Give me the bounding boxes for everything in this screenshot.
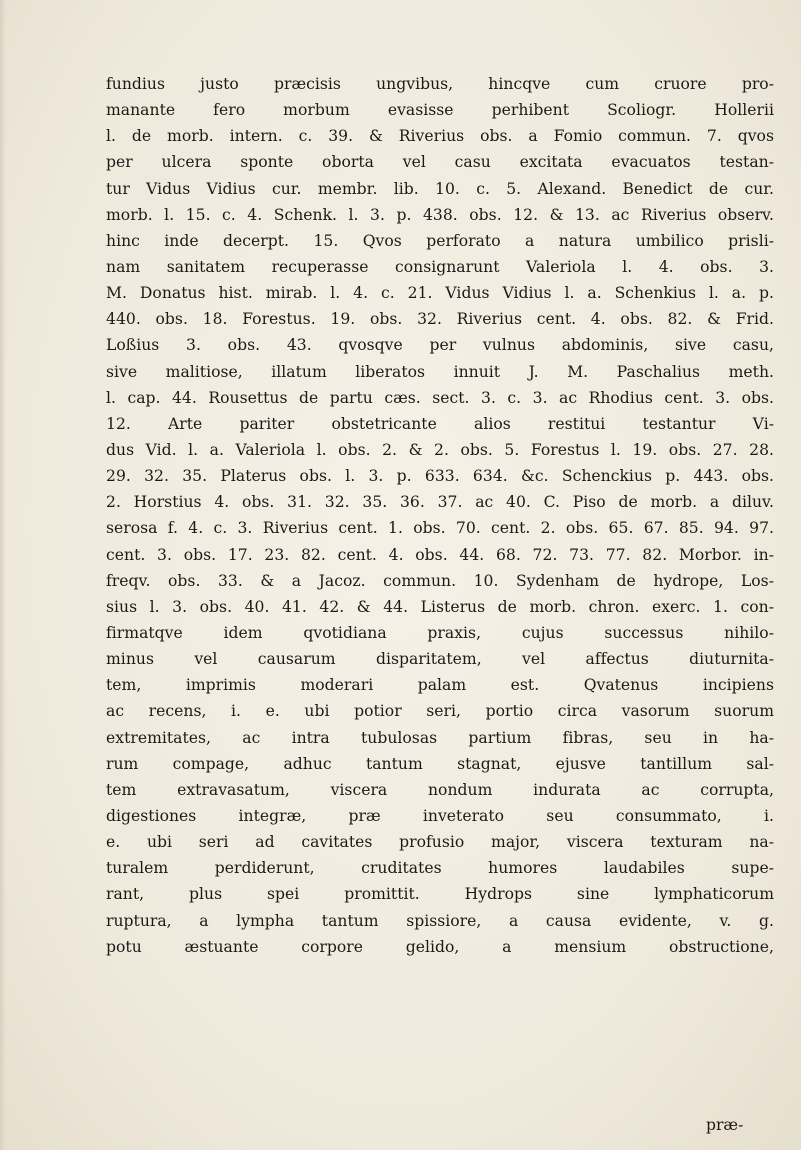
text-line: per ulcera sponte oborta vel casu excitata evacuatos testan- [106,153,774,172]
text-line: cent. 3. obs. 17. 23. 82. cent. 4. obs. 44. 68. 72. 73. 77. 82. Morbor. in- [106,545,774,564]
text-line: rant, plus spei promittit. Hydrops sine lymphaticorum [106,885,774,904]
text-line: serosa f. 4. c. 3. Riverius cent. 1. obs. 70. cent. 2. obs. 65. 67. 85. 94. 97. [106,519,774,538]
text-line: dus Vid. l. a. Valeriola l. obs. 2. & 2. obs. 5. Forestus l. 19. obs. 27. 28. [106,440,774,459]
text-line: minus vel causarum disparitatem, vel affectus diuturnita- [106,650,774,669]
text-line: tur Vidus Vidius cur. membr. lib. 10. c. 5. Alexand. Benedict de cur. [106,179,774,198]
text-line: tem, imprimis moderari palam est. Qvatenus incipiens [106,676,774,695]
text-line: M. Donatus hist. mirab. l. 4. c. 21. Vidus Vidius l. a. Schenkius l. a. p. [106,284,774,303]
text-line: tem extravasatum, viscera nondum indurata ac corrupta, [106,780,774,799]
catchword: præ- [706,1116,744,1134]
text-line: 12. Arte pariter obstetricante alios restitui testantur Vi- [106,414,774,433]
text-line: Loßius 3. obs. 43. qvosqve per vulnus abdominis, sive casu, [106,336,774,355]
text-line: morb. l. 15. c. 4. Schenk. l. 3. p. 438. obs. 12. & 13. ac Riverius observ. [106,205,774,224]
text-line: extremitates, ac intra tubulosas partium fibras, seu in ha- [106,728,774,747]
text-line: digestiones integræ, præ inveterato seu consummato, i. [106,806,774,825]
text-line: firmatqve idem qvotidiana praxis, cujus successus nihilo- [106,623,774,642]
text-line: hinc inde decerpt. 15. Qvos perforato a natura umbilico prisli- [106,231,774,250]
text-line: 29. 32. 35. Platerus obs. l. 3. p. 633. 634. &c. Schenckius p. 443. obs. [106,467,774,486]
text-line: 440. obs. 18. Forestus. 19. obs. 32. Riverius cent. 4. obs. 82. & Frid. [106,310,774,329]
text-line: ruptura, a lympha tantum spissiore, a causa evidente, v. g. [106,911,774,930]
text-line: fundius justo præcisis ungvibus, hincqve cum cruore pro- [106,75,774,93]
text-line: sius l. 3. obs. 40. 41. 42. & 44. Listerus de morb. chron. exerc. 1. con- [106,597,774,616]
text-line: 2. Horstius 4. obs. 31. 32. 35. 36. 37. ac 40. C. Piso de morb. a diluv. [106,493,774,512]
text-line: potu æstuante corpore gelido, a mensium obstructione, [106,937,774,956]
text-line: turalem perdiderunt, cruditates humores laudabiles supe- [106,859,774,878]
text-line: sive malitiose, illatum liberatos innuit J. M. Paschalius meth. [106,362,774,381]
text-line: l. cap. 44. Rousettus de partu cæs. sect. 3. c. 3. ac Rhodius cent. 3. obs. [106,388,774,407]
text-line: l. de morb. intern. c. 39. & Riverius obs. a Fomio commun. 7. qvos [106,127,774,146]
text-line: nam sanitatem recuperasse consignarunt Valeriola l. 4. obs. 3. [106,257,774,276]
text-line: e. ubi seri ad cavitates profusio major, viscera texturam na- [106,833,774,852]
text-line: ac recens, i. e. ubi potior seri, portio circa vasorum suorum [106,702,774,721]
text-line: freqv. obs. 33. & a Jacoz. commun. 10. Sydenham de hydrope, Los- [106,571,774,590]
body-text [106,71,774,960]
page-edge-shadow [0,0,6,1150]
text-line: manante fero morbum evasisse perhibent Scoliogr. Hollerii [106,101,774,120]
text-line: rum compage, adhuc tantum stagnat, ejusve tantillum sal- [106,754,774,773]
